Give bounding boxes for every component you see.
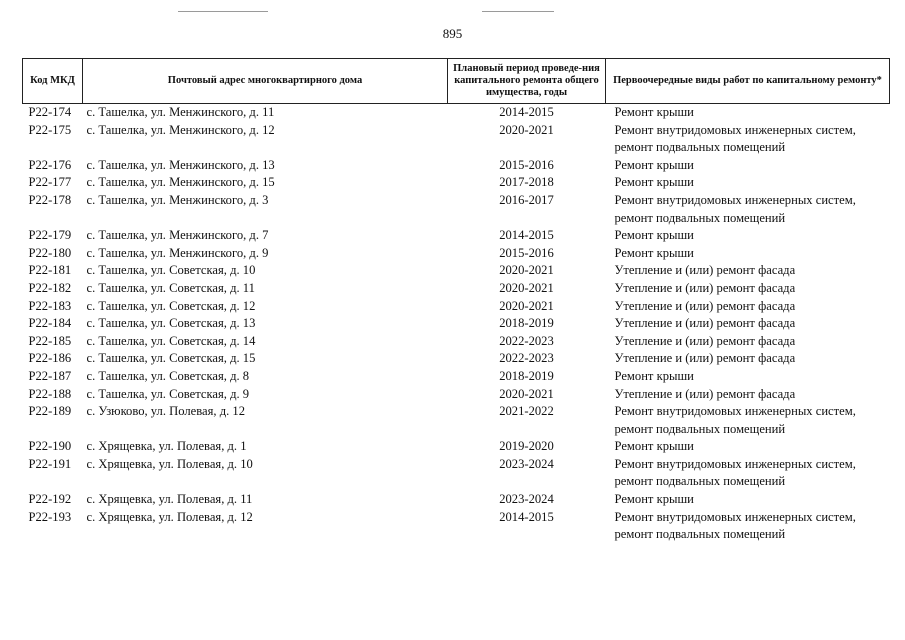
repair-work-line: Ремонт крыши <box>614 439 694 454</box>
postal-address: с. Ташелка, ул. Менжинского, д. 12 <box>86 122 275 137</box>
table-body <box>23 104 890 544</box>
repair-works <box>606 315 890 333</box>
repair-works <box>606 262 890 280</box>
repair-works <box>606 245 890 263</box>
table-row <box>23 491 890 509</box>
postal-address: с. Ташелка, ул. Советская, д. 15 <box>86 351 256 366</box>
capital-repair-table <box>22 58 890 544</box>
mkd-code: Р22-182 <box>28 280 72 295</box>
table-row <box>23 438 890 456</box>
table-row <box>23 227 890 245</box>
postal-address: с. Хрящевка, ул. Полевая, д. 12 <box>86 509 253 524</box>
repair-period: 2018-2019 <box>499 368 554 383</box>
repair-work-line: Ремонт крыши <box>614 492 694 507</box>
repair-work-line: Ремонт крыши <box>614 228 694 243</box>
repair-works <box>606 456 890 491</box>
repair-works <box>606 192 890 227</box>
table-row <box>23 333 890 351</box>
repair-work-line: Ремонт внутридомовых инженерных систем, <box>614 456 856 471</box>
repair-work-line: Ремонт внутридомовых инженерных систем, <box>614 192 856 207</box>
repair-works <box>606 104 890 122</box>
table-row <box>23 386 890 404</box>
repair-work-line: ремонт подвальных помещений <box>614 527 786 542</box>
repair-work-line: Ремонт внутридомовых инженерных систем, <box>614 122 856 137</box>
repair-period: 2020-2021 <box>499 122 554 137</box>
repair-period: 2014-2015 <box>499 105 554 119</box>
repair-work-line: Ремонт крыши <box>614 157 694 172</box>
table-row <box>23 280 890 298</box>
repair-period: 2020-2021 <box>499 386 554 401</box>
table-row <box>23 104 890 122</box>
header-period: Плановый период проведе-ния капитального ремонта общего имущества, годы <box>448 59 606 104</box>
repair-work-line: Утепление и (или) ремонт фасада <box>614 263 796 278</box>
repair-work-line: Ремонт крыши <box>614 175 694 190</box>
repair-work-line: Утепление и (или) ремонт фасада <box>614 351 796 366</box>
mkd-code: Р22-180 <box>28 245 72 260</box>
repair-period: 2020-2021 <box>499 298 554 313</box>
postal-address: с. Узюково, ул. Полевая, д. 12 <box>86 404 245 419</box>
repair-works <box>606 438 890 456</box>
table-header-row <box>23 59 890 104</box>
repair-period: 2021-2022 <box>499 404 554 419</box>
repair-works <box>606 174 890 192</box>
table-row <box>23 174 890 192</box>
mkd-code: Р22-191 <box>28 456 72 471</box>
mkd-code: Р22-177 <box>28 175 72 190</box>
mkd-code: Р22-186 <box>28 351 72 366</box>
repair-work-line: Ремонт внутридомовых инженерных систем, <box>614 404 856 419</box>
mkd-code: Р22-183 <box>28 298 72 313</box>
postal-address: с. Ташелка, ул. Менжинского, д. 15 <box>86 175 275 190</box>
repair-period: 2014-2015 <box>499 509 554 524</box>
repair-works <box>606 509 890 544</box>
postal-address: с. Ташелка, ул. Советская, д. 10 <box>86 263 256 278</box>
postal-address: с. Ташелка, ул. Советская, д. 9 <box>86 386 250 401</box>
table-row <box>23 350 890 368</box>
repair-period: 2018-2019 <box>499 316 554 331</box>
table-row <box>23 315 890 333</box>
mkd-code: Р22-178 <box>28 192 72 207</box>
table-row <box>23 456 890 491</box>
repair-works <box>606 368 890 386</box>
repair-works <box>606 157 890 175</box>
table-row <box>23 368 890 386</box>
postal-address: с. Ташелка, ул. Советская, д. 14 <box>86 333 256 348</box>
postal-address: с. Ташелка, ул. Менжинского, д. 3 <box>86 192 269 207</box>
header-works: Первоочередные виды работ по капитальному ремонту* <box>606 59 890 104</box>
mkd-code: Р22-184 <box>28 316 72 331</box>
repair-works <box>606 122 890 157</box>
repair-works <box>606 491 890 509</box>
repair-period: 2023-2024 <box>499 456 554 471</box>
repair-work-line: ремонт подвальных помещений <box>614 474 786 489</box>
table-row <box>23 122 890 157</box>
repair-period: 2019-2020 <box>499 439 554 454</box>
page-number: 895 <box>442 26 463 41</box>
repair-period: 2016-2017 <box>499 192 554 207</box>
postal-address: с. Ташелка, ул. Советская, д. 11 <box>86 280 255 295</box>
mkd-code: Р22-175 <box>28 122 72 137</box>
postal-address: с. Хрящевка, ул. Полевая, д. 1 <box>86 439 247 454</box>
mkd-code: Р22-190 <box>28 439 72 454</box>
repair-work-line: Утепление и (или) ремонт фасада <box>614 333 796 348</box>
repair-period: 2023-2024 <box>499 492 554 507</box>
mkd-code: Р22-192 <box>28 492 72 507</box>
repair-work-line: Ремонт крыши <box>614 105 694 119</box>
repair-works <box>606 298 890 316</box>
mkd-code: Р22-185 <box>28 333 72 348</box>
mkd-code: Р22-181 <box>28 263 72 278</box>
repair-work-line: Утепление и (или) ремонт фасада <box>614 280 796 295</box>
repair-work-line: ремонт подвальных помещений <box>614 210 786 225</box>
mkd-code: Р22-179 <box>28 228 72 243</box>
mkd-code: Р22-188 <box>28 386 72 401</box>
repair-work-line: Утепление и (или) ремонт фасада <box>614 386 796 401</box>
repair-period: 2015-2016 <box>499 245 554 260</box>
postal-address: с. Ташелка, ул. Советская, д. 13 <box>86 316 256 331</box>
postal-address: с. Ташелка, ул. Менжинского, д. 13 <box>86 157 275 172</box>
postal-address: с. Хрящевка, ул. Полевая, д. 11 <box>86 492 253 507</box>
postal-address: с. Ташелка, ул. Менжинского, д. 11 <box>86 105 275 119</box>
mkd-code: Р22-193 <box>28 509 72 524</box>
repair-work-line: Ремонт крыши <box>614 245 694 260</box>
postal-address: с. Хрящевка, ул. Полевая, д. 10 <box>86 456 253 471</box>
postal-address: с. Ташелка, ул. Советская, д. 8 <box>86 368 250 383</box>
header-code: Код МКД <box>23 59 83 104</box>
table-row <box>23 403 890 438</box>
repair-period: 2014-2015 <box>499 228 554 243</box>
table-row <box>23 245 890 263</box>
table-row <box>23 298 890 316</box>
repair-period: 2017-2018 <box>499 175 554 190</box>
repair-period: 2020-2021 <box>499 263 554 278</box>
repair-period: 2020-2021 <box>499 280 554 295</box>
repair-work-line: ремонт подвальных помещений <box>614 140 786 155</box>
repair-period: 2022-2023 <box>499 351 554 366</box>
repair-works <box>606 227 890 245</box>
repair-works <box>606 333 890 351</box>
table-row <box>23 192 890 227</box>
scan-artifact <box>178 11 268 12</box>
table-row <box>23 509 890 544</box>
repair-work-line: ремонт подвальных помещений <box>614 421 786 436</box>
repair-works <box>606 403 890 438</box>
mkd-code: Р22-189 <box>28 404 72 419</box>
postal-address: с. Ташелка, ул. Советская, д. 12 <box>86 298 256 313</box>
repair-work-line: Утепление и (или) ремонт фасада <box>614 316 796 331</box>
postal-address: с. Ташелка, ул. Менжинского, д. 9 <box>86 245 269 260</box>
repair-works <box>606 280 890 298</box>
repair-work-line: Ремонт внутридомовых инженерных систем, <box>614 509 856 524</box>
repair-period: 2022-2023 <box>499 333 554 348</box>
table-row <box>23 157 890 175</box>
mkd-code: Р22-174 <box>28 105 72 119</box>
scan-artifact <box>482 11 554 12</box>
mkd-code: Р22-176 <box>28 157 72 172</box>
repair-works <box>606 350 890 368</box>
postal-address: с. Ташелка, ул. Менжинского, д. 7 <box>86 228 269 243</box>
repair-period: 2015-2016 <box>499 157 554 172</box>
repair-works <box>606 386 890 404</box>
mkd-code: Р22-187 <box>28 368 72 383</box>
header-address: Почтовый адрес многоквартирного дома <box>83 59 448 104</box>
repair-work-line: Ремонт крыши <box>614 368 694 383</box>
repair-work-line: Утепление и (или) ремонт фасада <box>614 298 796 313</box>
table-row <box>23 262 890 280</box>
